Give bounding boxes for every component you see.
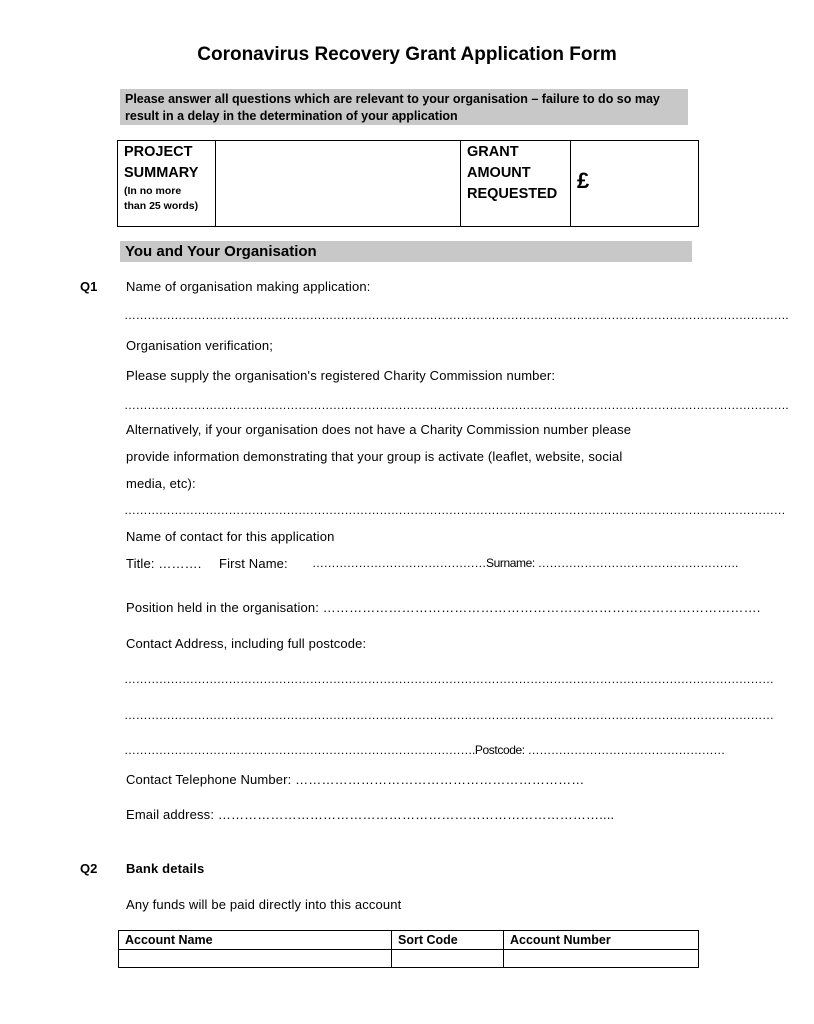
section-heading: You and Your Organisation <box>120 241 692 262</box>
alternative-text-line-1: Alternatively, if your organisation does not have a Charity Commission number please <box>126 422 632 437</box>
contact-name-label: Name of contact for this application <box>126 529 335 544</box>
grant-amount-label-cell <box>461 141 571 227</box>
project-summary-input[interactable] <box>216 141 461 227</box>
title-field[interactable]: Title: ………. <box>126 556 202 571</box>
question-number-q2: Q2 <box>80 861 98 876</box>
account-number-header: Account Number <box>504 931 699 950</box>
summary-label: SUMMARY <box>124 165 199 181</box>
org-name-label: Name of organisation making application: <box>126 279 371 294</box>
project-label: PROJECT <box>124 144 193 160</box>
question-number-q1: Q1 <box>80 279 98 294</box>
amount-label: AMOUNT <box>467 165 531 181</box>
charity-number-field[interactable]: ………………………………………………………………………………………………………………………………………………………. <box>124 398 789 412</box>
alternative-info-field[interactable]: ……………………………………………………………………………………………………………………………………………………… <box>124 503 786 517</box>
pound-sign: £ <box>577 168 590 193</box>
bank-details-table <box>118 930 699 968</box>
contact-address-label: Contact Address, including full postcode: <box>126 636 367 651</box>
verification-label: Organisation verification; <box>126 338 273 353</box>
telephone-field[interactable]: Contact Telephone Number: ………………………………………………………… <box>126 772 585 787</box>
bank-details-heading: Bank details <box>126 861 205 876</box>
bank-table-input-row <box>119 949 699 968</box>
org-name-field[interactable]: ………………………………………………………………………………………………………………………………………………………. <box>124 308 789 322</box>
bank-details-note: Any funds will be paid directly into this account <box>126 897 402 912</box>
word-limit-note-1: (In no more <box>124 185 182 197</box>
sort-code-input[interactable] <box>392 949 504 968</box>
account-name-header: Account Name <box>119 931 392 950</box>
page-title: Coronavirus Recovery Grant Application Form <box>197 44 617 65</box>
alternative-text-line-3: media, etc): <box>126 476 196 491</box>
charity-number-label: Please supply the organisation's registered Charity Commission number: <box>126 368 556 383</box>
address-line-2-field[interactable]: …………………………………………………………………………………………………………………………………………………… <box>124 708 774 722</box>
word-limit-note-2: than 25 words) <box>124 200 199 212</box>
first-name-surname-field[interactable]: ………………………………………Surname: ……………………………………………. <box>312 556 738 570</box>
account-number-input[interactable] <box>504 949 699 968</box>
address-line-1-field[interactable]: …………………………………………………………………………………………………………………………………………………… <box>124 672 774 686</box>
requested-label: REQUESTED <box>467 186 558 202</box>
address-postcode-field[interactable]: ……………………………………………………………………………….Postcode: …………………………………………… <box>124 743 725 757</box>
first-name-label: First Name: <box>219 556 288 571</box>
project-summary-table <box>117 140 699 227</box>
account-name-input[interactable] <box>119 949 392 968</box>
alternative-text-line-2: provide information demonstrating that your group is activate (leaflet, website, social <box>126 449 623 464</box>
sort-code-header: Sort Code <box>392 931 504 950</box>
email-field[interactable]: Email address: …………………………………………………………………………….... <box>126 807 615 822</box>
project-summary-label-cell <box>118 141 216 227</box>
instructions-banner: Please answer all questions which are relevant to your organisation – failure to do so may result in a delay in the determination of your application <box>120 89 688 125</box>
position-field[interactable]: Position held in the organisation: ………………………………………………………………………………………. <box>126 600 761 615</box>
bank-table-header-row <box>119 931 699 950</box>
grant-label: GRANT <box>467 144 519 160</box>
grant-amount-input[interactable] <box>571 141 699 227</box>
